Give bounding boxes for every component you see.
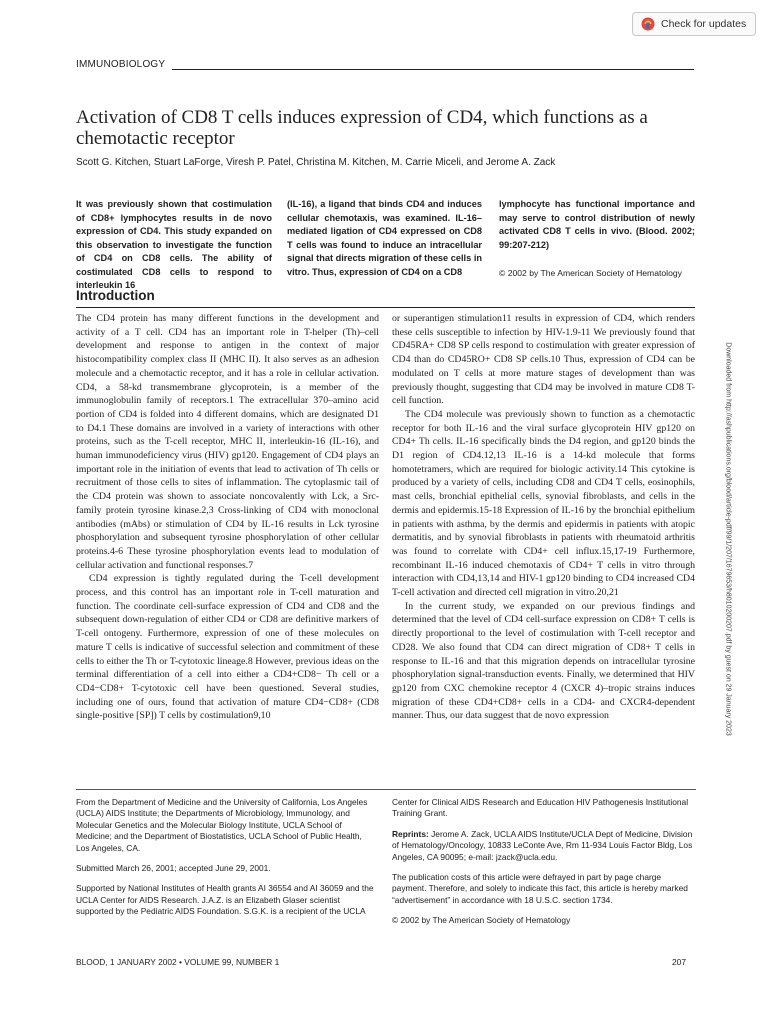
footnote-support: Supported by National Institutes of Health grants AI 36554 and AI 36059 and the UCLA Center for AIDS Research. J.A.Z. is an Elizabeth Glaser scientist supported by the Pediatric AIDS Foundation. S.G.K. is a recipient of the UCLA — [76, 883, 374, 917]
body-paragraph: The CD4 protein has many different functions in the development and activity of a T cell. CD4 has an important role in T-helper (Th)–cell development and response to antigen in the context of major histocompatibility complex class II (MHC II). It also serves as an adhesion molecule and a chemotactic receptor, and it has a role in cellular activation. CD4, a 58-kd transmembrane glycoprotein, is a member of the immunoglobulin family of receptors.1 The extracellular 370–amino acid portion of CD4 is folded into 4 different domains, which are designated D1 to D4.1 These domains are involved in a variety of interactions with other proteins, such as the T-cell receptor, MHC II, interleukin-16 (IL-16), and human immunodeficiency virus (HIV) gp120. Engagement of CD4 plays an important role in the initiation of events that lead to activation of Th cells or recruitment of those cells to sites of inflammation. The cytoplasmic tail of the CD4 protein was shown to associate noncovalently with Lck, a Src-family protein tyrosine kinase.2,3 Cross-linking of CD4 with monoclonal antibodies (mAbs) or stimulation of CD4 by IL-16 results in Lck tyrosine phosphorylation and subsequent tyrosine phosphorylation of other cellular proteins.4-6 These tyrosine phosphorylation events lead to modulation of cellular activation and functional responses.7 — [76, 313, 379, 571]
footer-journal-info: BLOOD, 1 JANUARY 2002 • VOLUME 99, NUMBER 1 — [76, 957, 280, 967]
body-paragraph: In the current study, we expanded on our previous findings and determined that the level of CD4 cell-surface expression on CD8+ T cells is directly proportional to the level of costimulation with T-cell receptor and CD28. We also found that CD4 can direct migration of CD8+ T cells in response to IL-16 and that this migration depends on intracellular tyrosine phosphorylation signal-transduction events. Finally, we determined that HIV gp120 from CXC chemokine receptor 4 (CXCR 4)–tropic strains induces migration of these CD4+CD8+ cells in a CD4- and CXCR4-dependent manner. Thus, our data suggest that de novo expression — [392, 600, 695, 722]
download-watermark-text: Downloaded from http://ashpublications.org/blood/article-pdf/99/1/207/1679653/h8010200207.pdf by guest on 29 January 2023 — [724, 342, 732, 736]
crossmark-icon — [641, 17, 655, 31]
body-paragraph: or superantigen stimulation11 results in expression of CD4, which renders these cells susceptible to infection by HIV-1.9-11 We previously found that CD45RA+ CD8 SP cells respond to costimulation with greater expression of CD4 than do CD45RO+ CD8 SP cells.10 Thus, expression of CD4 can be modulated on T cells at more mature stages of development than was previously thought, suggesting that CD4 may be involved in mature CD8 T-cell function. — [392, 313, 695, 407]
abstract-column-3: lymphocyte has functional importance and may serve to control distribution of newly activated CD8 T cells in vivo. (Blood. 2002; 99:207-212) — [499, 199, 695, 250]
abstract-copyright: © 2002 by The American Society of Hematology — [499, 268, 682, 278]
abstract-column-2: (IL-16), a ligand that binds CD4 and induces cellular chemotaxis, was examined. IL-16–mediated ligation of CD4 expressed on CD8 T cells was found to induce an intracellular signal that directs migration of these cells in vitro. Thus, expression of CD4 on a CD8 — [287, 199, 482, 277]
header-rule — [172, 69, 694, 70]
body-paragraph: CD4 expression is tightly regulated during the T-cell development process, and this control has an important role in T-cell maturation and function. The coordinate cell-surface expression of CD4 and CD8 and the subsequent down-regulation of either CD4 or CD8 are definitive markers of T-cell ontogeny. Furthermore, expression of one of these molecules on mature T cells is indicative of successful selection and commitment of these cells to either the Th or T-cytotoxic lineage.8 However, previous ideas on the terminal differentiation of a cell into either a CD4+CD8− Th cell or a CD4−CD8+ T-cytotoxic cell have been questioned. Several studies, including one of ours, found that activation of mature CD4−CD8+ (CD8 single-positive [SP]) T cells by costimulation9,10 — [76, 573, 379, 722]
section-heading-introduction: Introduction — [76, 288, 155, 303]
article-title: Activation of CD8 T cells induces expression of CD4, which functions as a chemotactic receptor — [76, 107, 648, 149]
footer-page-number: 207 — [672, 957, 686, 967]
footnotes-right — [392, 797, 695, 936]
footnotes-left — [76, 797, 377, 927]
author-list: Scott G. Kitchen, Stuart LaForge, Viresh P. Patel, Christina M. Kitchen, M. Carrie Miceli, and Jerome A. Zack — [76, 157, 556, 168]
check-for-updates-button[interactable] — [632, 12, 756, 36]
footnote-grant: Center for Clinical AIDS Research and Education HIV Pathogenesis Institutional Training Grant. — [392, 797, 689, 819]
reprints-text: Jerome A. Zack, UCLA AIDS Institute/UCLA Dept of Medicine, Division of Hematology/Oncology, 10833 LeConte Ave, Rm 11-934 Louis Factor Bldg, Los Angeles, CA 90095; e-mail: jzack@ucla.edu. — [392, 828, 693, 862]
footnote-submitted: Submitted March 26, 2001; accepted June 29, 2001. — [76, 863, 271, 874]
abstract-column-1: It was previously shown that costimulation of CD8+ lymphocytes results in de novo expression of CD4. This study expanded on this observation to investigate the function of CD4 on CD8 cells. The ability of costimulated CD8 cells to respond to interleukin 16 — [76, 199, 272, 290]
section-label: IMMUNOBIOLOGY — [76, 59, 166, 70]
footnote-publication-costs: The publication costs of this article were defrayed in part by page charge payment. Therefore, and solely to indicate this fact, this article is hereby marked “advertisement” in accordance with 18 U.S.C. section 1734. — [392, 872, 688, 905]
body-paragraph: The CD4 molecule was previously shown to function as a chemotactic receptor for both IL-16 and the viral surface glycoprotein HIV gp120 on CD4+ Th cells. IL-16 specifically binds the D4 region, and gp120 binds the D1 region of CD4.12,13 IL-16 is a 14-kd molecule that forms homotetramers, which are required for biologic activity.14 This cytokine is produced by a variety of cells, including CD8 and CD4 T cells, eosinophils, mast cells, bronchial epithelial cells, synovial fibroblasts, and cells in the dermis and epidermis.15-18 Expression of IL-16 by the bronchial epithelium in patients with asthma, by the dermis and epidermis in patients with atopic dermatitis, and by synovial fibroblasts in patients with rheumatoid arthritis was found to correlate with CD4+ cell influx.15,17-19 Furthermore, recombinant IL-16 induced chemotaxis of CD4+ T cells in vitro through interaction with CD4,13,14 and HIV-1 gp120 binding to CD4 increased CD4 T-cell activation and directed cell migration in vitro.20,21 — [392, 408, 695, 599]
footnote-copyright: © 2002 by The American Society of Hematology — [392, 915, 571, 926]
footnote-reprints — [392, 829, 695, 863]
footnote-rule — [76, 789, 696, 790]
body-column-right — [392, 312, 695, 723]
check-for-updates-label: Check for updates — [661, 18, 747, 30]
download-watermark — [722, 294, 734, 784]
section-rule — [76, 307, 695, 308]
reprints-label: Reprints: — [392, 828, 429, 839]
body-column-left — [76, 312, 379, 723]
footnote-affiliation: From the Department of Medicine and the University of California, Los Angeles (UCLA) AIDS Institute; the Departments of Microbiology, Immunology, and Molecular Genetics and the Molecular Biology Institute, UCLA School of Medicine; and the Department of Biostatistics, UCLA School of Public Health, Los Angeles, CA. — [76, 797, 368, 853]
